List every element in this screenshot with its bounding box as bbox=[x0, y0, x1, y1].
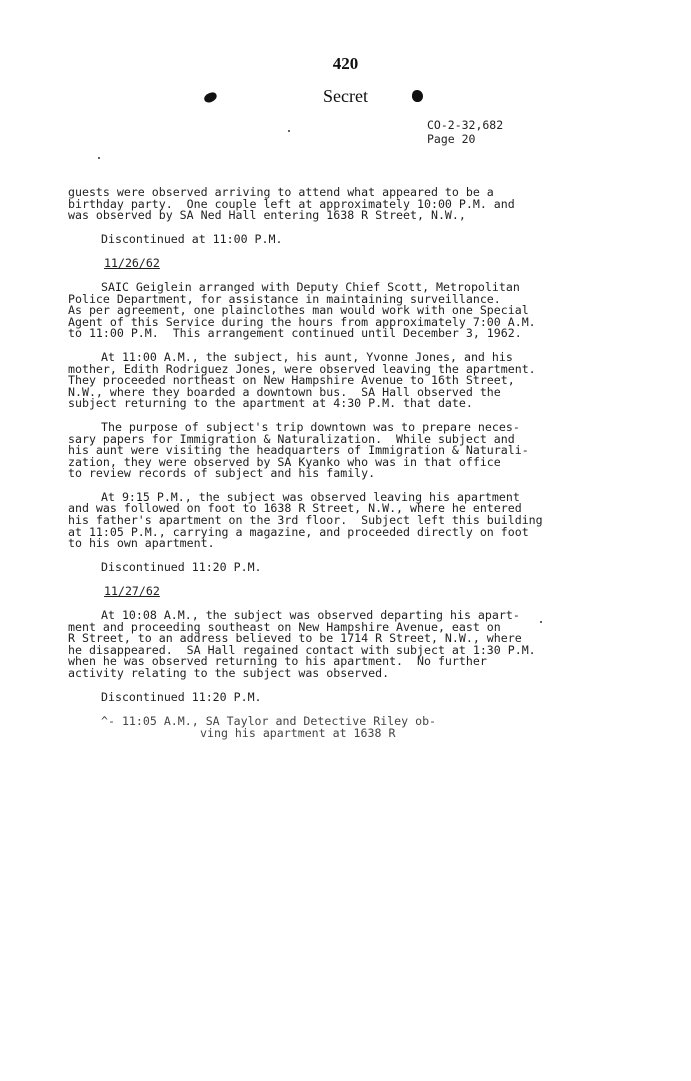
ink-blot bbox=[412, 90, 423, 102]
text-line: ^- 11:05 A.M., SA Taylor and Detective Riley ob- bbox=[101, 714, 437, 729]
text-line: and was followed on foot to 1638 R Street, N.W., where he entered bbox=[68, 501, 522, 516]
text-line: ment and proceeding southeast on New Hampshire Avenue, east on bbox=[68, 619, 501, 634]
text-line: when he was observed returning to his apartment. No further bbox=[68, 654, 487, 669]
text-line: zation, they were observed by SA Kyanko who was in that office bbox=[68, 454, 501, 469]
file-number: CO-2-32,682 bbox=[427, 118, 504, 132]
text-line: Agent of this Service during the hours from approximately 7:00 A.M. bbox=[68, 314, 536, 329]
paragraph bbox=[68, 419, 573, 481]
discontinued-note: Discontinued 11:20 P.M. bbox=[101, 559, 262, 574]
text-line: he disappeared. SA Hall regained contact with subject at 1:30 P.M. bbox=[68, 642, 536, 657]
paragraph bbox=[68, 489, 573, 551]
page-label: Page 20 bbox=[427, 132, 476, 146]
text-line: at 11:05 P.M., carrying a magazine, and proceeded directly on foot bbox=[68, 524, 529, 539]
text-line: R Street, to an address believed to be 1714 R Street, N.W., where bbox=[68, 631, 522, 646]
entry-date: 11/26/62 bbox=[104, 256, 160, 271]
truncated-paragraph bbox=[68, 716, 573, 739]
text-line: was observed by SA Ned Hall entering 1638 R Street, N.W., bbox=[68, 208, 466, 223]
text-line: N.W., where they boarded a downtown bus. SA Hall observed the bbox=[68, 384, 501, 399]
file-reference bbox=[427, 118, 503, 146]
text-line: SAIC Geiglein arranged with Deputy Chief Scott, Metropolitan bbox=[101, 279, 520, 294]
document-body bbox=[68, 187, 573, 751]
text-line: The purpose of subject's trip downtown was to prepare neces- bbox=[101, 419, 520, 434]
entry-date: 11/27/62 bbox=[104, 584, 160, 599]
paragraph bbox=[68, 349, 573, 411]
classification-marking: Secret bbox=[323, 86, 368, 106]
text-line: At 9:15 P.M., the subject was observed leaving his apartment bbox=[101, 489, 520, 504]
page-number: 420 bbox=[332, 54, 359, 73]
paragraph bbox=[68, 279, 573, 341]
text-line: They proceeded northeast on New Hampshire Avenue to 16th Street, bbox=[68, 373, 515, 388]
text-line: As per agreement, one plainclothes man would work with one Special bbox=[68, 303, 529, 318]
text-line: to his own apartment. bbox=[68, 536, 215, 551]
text-line: ving his apartment at 1638 R bbox=[200, 725, 396, 740]
text-line: subject returning to the apartment at 4:30 P.M. that date. bbox=[68, 396, 473, 411]
text-line: mother, Edith Rodriguez Jones, were observed leaving the apartment. bbox=[68, 361, 536, 376]
paragraph bbox=[68, 187, 573, 222]
paragraph bbox=[68, 610, 573, 680]
text-line: guests were observed arriving to attend what appeared to be a bbox=[68, 185, 494, 199]
speck bbox=[98, 157, 100, 159]
text-line: his aunt were visiting the headquarters of Immigration & Naturali- bbox=[68, 443, 529, 458]
text-line: activity relating to the subject was observed. bbox=[68, 666, 390, 680]
text-line: At 11:00 A.M., the subject, his aunt, Yvonne Jones, and his bbox=[101, 349, 513, 364]
discontinued-note: Discontinued at 11:00 P.M. bbox=[101, 231, 283, 246]
discontinued-note: Discontinued 11:20 P.M. bbox=[101, 689, 262, 704]
text-line: At 10:08 A.M., the subject was observed departing his apart- bbox=[101, 608, 520, 623]
text-line: his father's apartment on the 3rd floor. Subject left this building bbox=[68, 513, 543, 528]
text-line: sary papers for Immigration & Naturalization. While subject and bbox=[68, 431, 515, 446]
text-line: to review records of subject and his family. bbox=[68, 466, 376, 481]
text-line: to 11:00 P.M. This arrangement continued until December 3, 1962. bbox=[68, 326, 522, 341]
text-line: birthday party. One couple left at approximately 10:00 P.M. and bbox=[68, 196, 515, 211]
text-line: Police Department, for assistance in maintaining surveillance. bbox=[68, 291, 501, 306]
speck bbox=[288, 130, 290, 132]
